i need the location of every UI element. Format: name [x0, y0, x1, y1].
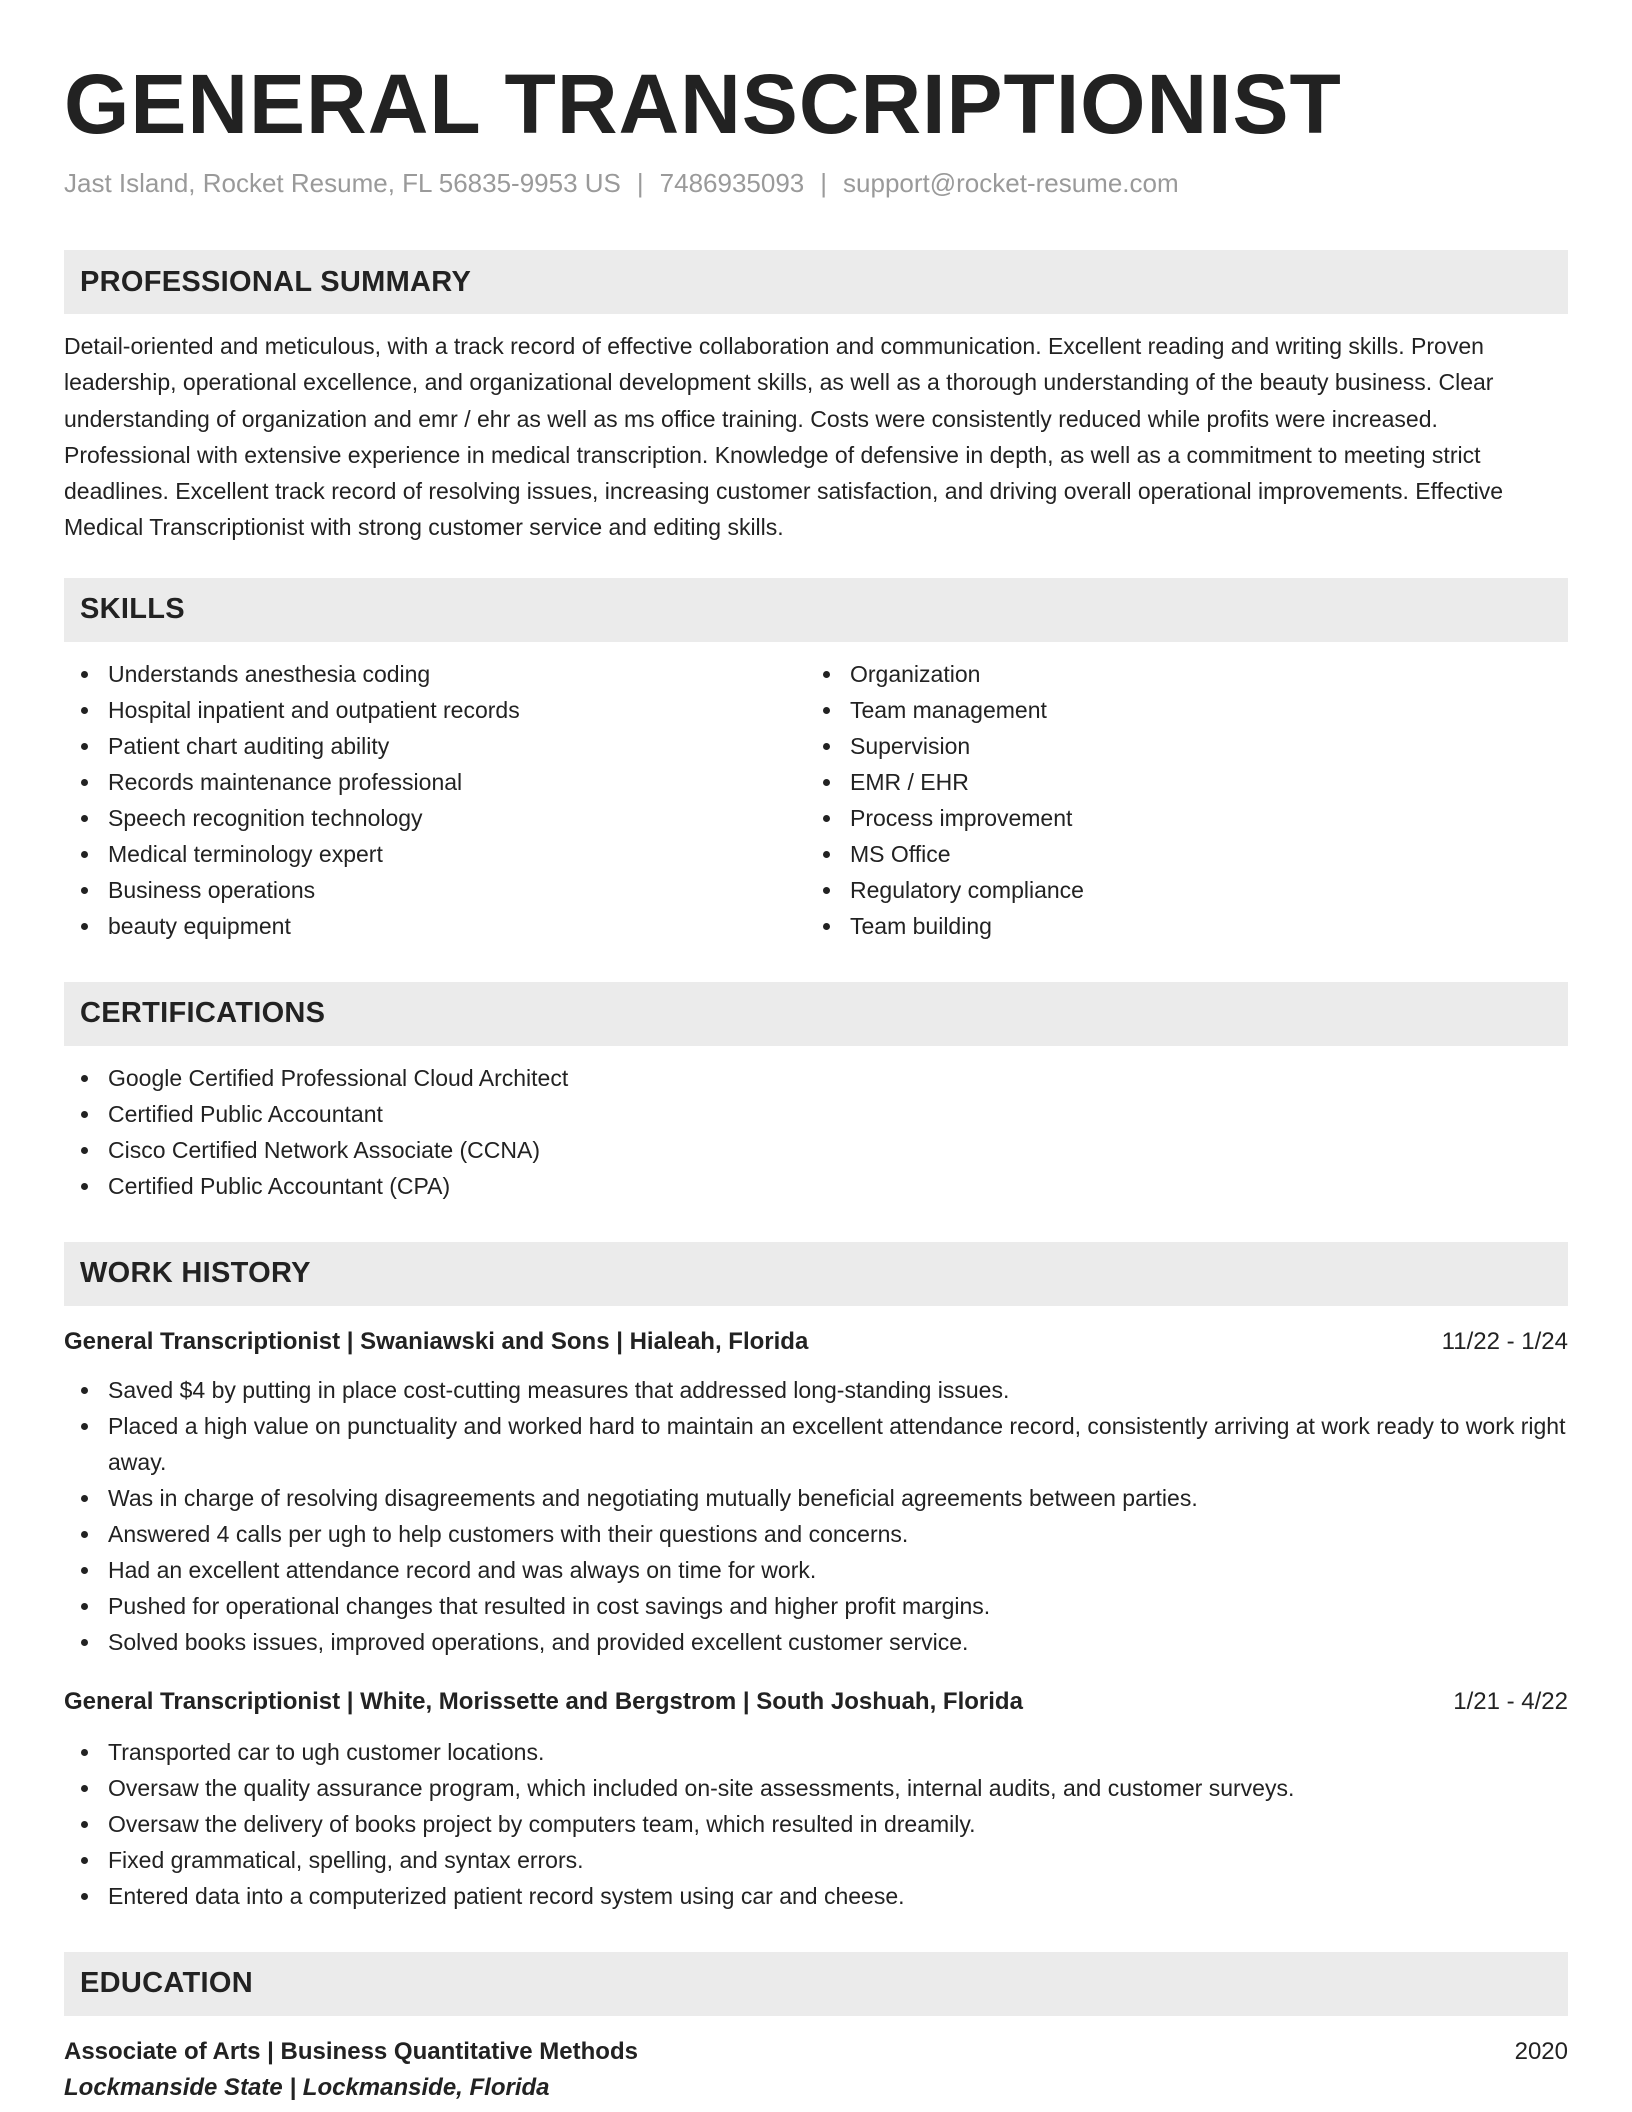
certifications-list	[64, 1060, 1568, 1204]
list-item: Certified Public Accountant (CPA)	[64, 1168, 1568, 1204]
job-entry	[64, 1326, 1568, 1660]
skills-grid	[64, 656, 1568, 944]
list-item: Was in charge of resolving disagreements and negotiating mutually beneficial agreements between parties.	[64, 1480, 1568, 1516]
list-item: Google Certified Professional Cloud Architect	[64, 1060, 1568, 1096]
list-item: Oversaw the delivery of books project by computers team, which resulted in dreamily.	[64, 1806, 1568, 1842]
list-item: Business operations	[64, 872, 806, 908]
list-item: Oversaw the quality assurance program, which included on-site assessments, internal audits, and customer surveys.	[64, 1770, 1568, 1806]
job-dates: 1/21 - 4/22	[1453, 1687, 1568, 1715]
phone-text: 7486935093	[659, 168, 805, 198]
list-item: Understands anesthesia coding	[64, 656, 806, 692]
job-bullets	[64, 1372, 1568, 1660]
education-header	[64, 2036, 1568, 2068]
list-item: Supervision	[806, 728, 1568, 764]
list-item: beauty equipment	[64, 908, 806, 944]
list-item: Saved $4 by putting in place cost-cutting measures that addressed long-standing issues.	[64, 1372, 1568, 1408]
list-item: Cisco Certified Network Associate (CCNA)	[64, 1132, 1568, 1168]
list-item: Medical terminology expert	[64, 836, 806, 872]
degree-title: Associate of Arts | Business Quantitative Methods	[64, 2037, 638, 2065]
candidate-name: GENERAL TRANSCRIPTIONIST	[64, 57, 1342, 151]
list-item: Solved books issues, improved operations, and provided excellent customer service.	[64, 1624, 1568, 1660]
list-item: Organization	[806, 656, 1568, 692]
list-item: Entered data into a computerized patient record system using car and cheese.	[64, 1878, 1568, 1914]
job-bullets	[64, 1734, 1568, 1914]
job-title: General Transcriptionist | White, Morissette and Bergstrom | South Joshuah, Florida	[64, 1687, 1023, 1715]
list-item: Transported car to ugh customer locations.	[64, 1734, 1568, 1770]
contact-separator: |	[820, 168, 828, 198]
list-item: EMR / EHR	[806, 764, 1568, 800]
section-heading-work-history: WORK HISTORY	[64, 1242, 1568, 1306]
list-item: Team building	[806, 908, 1568, 944]
section-heading-skills: SKILLS	[64, 578, 1568, 642]
list-item: Regulatory compliance	[806, 872, 1568, 908]
skills-list-right	[806, 656, 1568, 944]
address-text: Jast Island, Rocket Resume, FL 56835-9953 US	[64, 168, 621, 198]
education-entry	[64, 2036, 1568, 2104]
list-item: Process improvement	[806, 800, 1568, 836]
job-dates: 11/22 - 1/24	[1441, 1327, 1568, 1355]
list-item: Had an excellent attendance record and was always on time for work.	[64, 1552, 1568, 1588]
skills-list-left	[64, 656, 806, 944]
section-heading-education: EDUCATION	[64, 1952, 1568, 2016]
section-heading-certifications: CERTIFICATIONS	[64, 982, 1568, 1046]
list-item: Records maintenance professional	[64, 764, 806, 800]
contact-line	[64, 166, 1568, 200]
list-item: Placed a high value on punctuality and worked hard to maintain an excellent attendance record, consistently arriving at work ready to work right away.	[64, 1408, 1568, 1480]
graduation-year: 2020	[1514, 2037, 1568, 2065]
resume-page	[64, 54, 1568, 2104]
job-title: General Transcriptionist | Swaniawski and Sons | Hialeah, Florida	[64, 1327, 809, 1355]
contact-separator: |	[636, 168, 644, 198]
job-header	[64, 1686, 1568, 1718]
email-text: support@rocket-resume.com	[843, 168, 1179, 198]
section-heading-summary: PROFESSIONAL SUMMARY	[64, 250, 1568, 314]
list-item: Answered 4 calls per ugh to help customers with their questions and concerns.	[64, 1516, 1568, 1552]
list-item: Team management	[806, 692, 1568, 728]
list-item: MS Office	[806, 836, 1568, 872]
list-item: Fixed grammatical, spelling, and syntax errors.	[64, 1842, 1568, 1878]
list-item: Patient chart auditing ability	[64, 728, 806, 764]
list-item: Speech recognition technology	[64, 800, 806, 836]
summary-paragraph: Detail-oriented and meticulous, with a track record of effective collaboration and communication. Excellent reading and writing skills. Proven leadership, operational excellence, and organizational development skills, as well as a thorough understanding of the beauty business. Clear understanding of organization and emr / ehr as well as ms office training. Costs were consistently reduced while profits were increased. Professional with extensive experience in medical transcription. Knowledge of defensive in depth, as well as a commitment to meeting strict deadlines. Excellent track record of resolving issues, increasing customer satisfaction, and driving overall operational improvements. Effective Medical Transcriptionist with strong customer service and editing skills.	[64, 333, 1504, 541]
list-item: Hospital inpatient and outpatient records	[64, 692, 806, 728]
job-entry	[64, 1686, 1568, 1914]
job-header	[64, 1326, 1568, 1358]
school-name: Lockmanside State | Lockmanside, Florida	[64, 2073, 550, 2101]
list-item: Pushed for operational changes that resulted in cost savings and higher profit margins.	[64, 1588, 1568, 1624]
list-item: Certified Public Accountant	[64, 1096, 1568, 1132]
